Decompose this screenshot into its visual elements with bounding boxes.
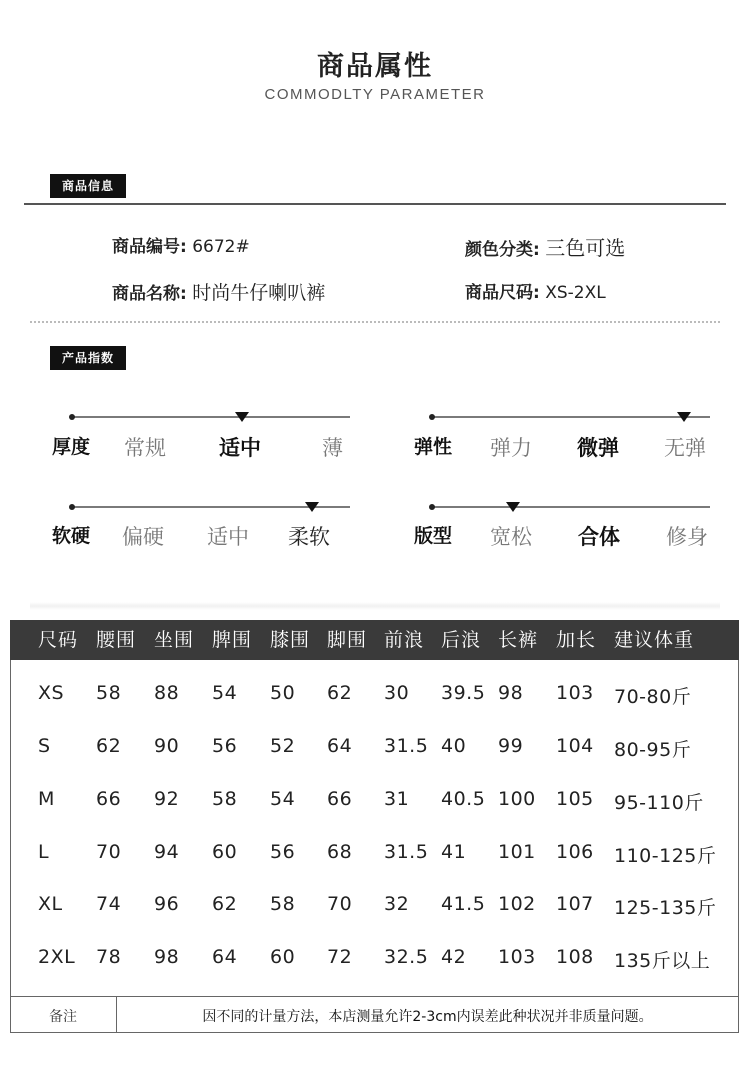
page-title: 商品属性 (317, 51, 433, 82)
scale-fit-option-2: 合体 (578, 525, 620, 549)
table-cell: 31.5 (384, 841, 429, 863)
table-cell: 92 (154, 788, 180, 810)
scale-thickness-track (70, 416, 350, 418)
table-cell: 135斤以上 (614, 950, 711, 972)
table-cell: 40 (441, 735, 467, 757)
section-label-product-info: 商品信息 (50, 174, 126, 198)
table-cell: 56 (212, 735, 238, 757)
product-code (112, 232, 250, 257)
table-cell: 66 (327, 788, 353, 810)
table-cell: 90 (154, 735, 180, 757)
table-header-cell: 长裤 (498, 629, 539, 651)
table-row-size: XS (38, 682, 65, 704)
page-subtitle: COMMODLTY PARAMETER (264, 86, 486, 103)
table-cell: 58 (270, 893, 296, 915)
product-code-label: 商品编号: (112, 237, 187, 257)
scale-thickness-option-2: 适中 (219, 436, 261, 460)
table-header-cell: 脚围 (327, 629, 368, 651)
table-row-size: XL (38, 893, 63, 915)
table-cell: 54 (270, 788, 296, 810)
table-cell: 110-125斤 (614, 845, 717, 867)
scale-elasticity-marker-icon (677, 412, 691, 422)
table-row-size: 2XL (38, 946, 76, 968)
divider-solid (24, 203, 726, 205)
table-header-cell: 前浪 (384, 629, 425, 651)
table-cell: 66 (96, 788, 122, 810)
scale-thickness-marker-icon (235, 412, 249, 422)
scale-elasticity-track (430, 416, 710, 418)
divider-dotted (30, 321, 720, 323)
table-cell: 50 (270, 682, 296, 704)
scale-softness-marker-icon (305, 502, 319, 512)
table-cell: 58 (96, 682, 122, 704)
section-label-product-index: 产品指数 (50, 346, 126, 370)
table-row-size: M (38, 788, 55, 810)
table-cell: 70-80斤 (614, 686, 692, 708)
scale-softness-label: 软硬 (52, 525, 91, 547)
table-cell: 64 (327, 735, 353, 757)
table-cell: 64 (212, 946, 238, 968)
table-cell: 70 (96, 841, 122, 863)
product-name (112, 278, 325, 305)
table-cell: 78 (96, 946, 122, 968)
product-name-value: 时尚牛仔喇叭裤 (192, 282, 326, 304)
table-header-cell: 后浪 (441, 629, 482, 651)
table-header-cell: 腰围 (96, 629, 137, 651)
table-cell: 32 (384, 893, 410, 915)
table-cell: 41 (441, 841, 467, 863)
section-shadow (30, 602, 720, 610)
product-code-value: 6672# (192, 237, 250, 257)
scale-fit-label: 版型 (414, 525, 453, 547)
table-cell: 88 (154, 682, 180, 704)
product-color-value: 三色可选 (545, 236, 626, 260)
table-row-size: L (38, 841, 50, 863)
table-cell: 105 (556, 788, 594, 810)
scale-fit-option-3: 修身 (666, 525, 708, 549)
scale-softness-option-3: 柔软 (288, 525, 330, 549)
table-cell: 39.5 (441, 682, 486, 704)
table-header-cell: 尺码 (38, 629, 79, 651)
table-cell: 96 (154, 893, 180, 915)
scale-fit-option-1: 宽松 (490, 525, 532, 549)
table-cell: 56 (270, 841, 296, 863)
table-header-cell: 建议体重 (614, 629, 695, 651)
table-cell: 100 (498, 788, 536, 810)
product-size-label: 商品尺码: (465, 283, 540, 303)
table-cell: 125-135斤 (614, 897, 717, 919)
table-row-size: S (38, 735, 51, 757)
product-color (465, 232, 625, 261)
table-cell: 52 (270, 735, 296, 757)
table-cell: 62 (327, 682, 353, 704)
scale-elasticity-option-3: 无弹 (664, 436, 706, 460)
table-cell: 40.5 (441, 788, 486, 810)
table-cell: 80-95斤 (614, 739, 692, 761)
table-cell: 74 (96, 893, 122, 915)
table-cell: 106 (556, 841, 594, 863)
scale-fit-start-dot (429, 504, 435, 510)
table-cell: 99 (498, 735, 524, 757)
table-cell: 98 (498, 682, 524, 704)
table-header-cell: 脾围 (212, 629, 253, 651)
scale-thickness-option-3: 薄 (322, 436, 343, 460)
table-header-cell: 膝围 (270, 629, 311, 651)
scale-softness-start-dot (69, 504, 75, 510)
table-cell: 60 (270, 946, 296, 968)
scale-elasticity-option-1: 弹力 (490, 436, 532, 460)
scale-fit-marker-icon (506, 502, 520, 512)
scale-thickness-label: 厚度 (52, 436, 91, 458)
table-header-cell: 加长 (556, 629, 597, 651)
table-cell: 108 (556, 946, 594, 968)
scale-fit-track (430, 506, 710, 508)
product-name-label: 商品名称: (112, 284, 187, 304)
table-cell: 30 (384, 682, 410, 704)
note-text: 因不同的计量方法，本店测量允许2-3cm内误差此种状况并非质量问题。 (202, 1009, 653, 1025)
table-cell: 107 (556, 893, 594, 915)
table-cell: 54 (212, 682, 238, 704)
product-color-label: 颜色分类: (465, 240, 540, 260)
scale-thickness-option-1: 常规 (124, 436, 166, 460)
table-cell: 60 (212, 841, 238, 863)
scale-thickness-start-dot (69, 414, 75, 420)
table-cell: 72 (327, 946, 353, 968)
table-cell: 31.5 (384, 735, 429, 757)
note-label: 备注 (49, 1009, 77, 1025)
table-cell: 101 (498, 841, 536, 863)
table-header-cell: 坐围 (154, 629, 195, 651)
table-cell: 94 (154, 841, 180, 863)
table-cell: 32.5 (384, 946, 429, 968)
table-cell: 103 (498, 946, 536, 968)
scale-elasticity-start-dot (429, 414, 435, 420)
table-cell: 62 (96, 735, 122, 757)
table-cell: 104 (556, 735, 594, 757)
table-cell: 68 (327, 841, 353, 863)
table-cell: 62 (212, 893, 238, 915)
table-cell: 31 (384, 788, 410, 810)
table-cell: 70 (327, 893, 353, 915)
table-cell: 103 (556, 682, 594, 704)
product-size-value: XS-2XL (545, 283, 606, 303)
table-cell: 102 (498, 893, 536, 915)
product-size (465, 278, 606, 303)
table-cell: 58 (212, 788, 238, 810)
scale-elasticity-option-2: 微弹 (577, 436, 619, 460)
scale-elasticity-label: 弹性 (414, 436, 453, 458)
table-cell: 42 (441, 946, 467, 968)
scale-softness-option-1: 偏硬 (122, 525, 164, 549)
table-cell: 98 (154, 946, 180, 968)
scale-softness-option-2: 适中 (207, 525, 249, 549)
table-cell: 95-110斤 (614, 792, 704, 814)
table-cell: 41.5 (441, 893, 486, 915)
